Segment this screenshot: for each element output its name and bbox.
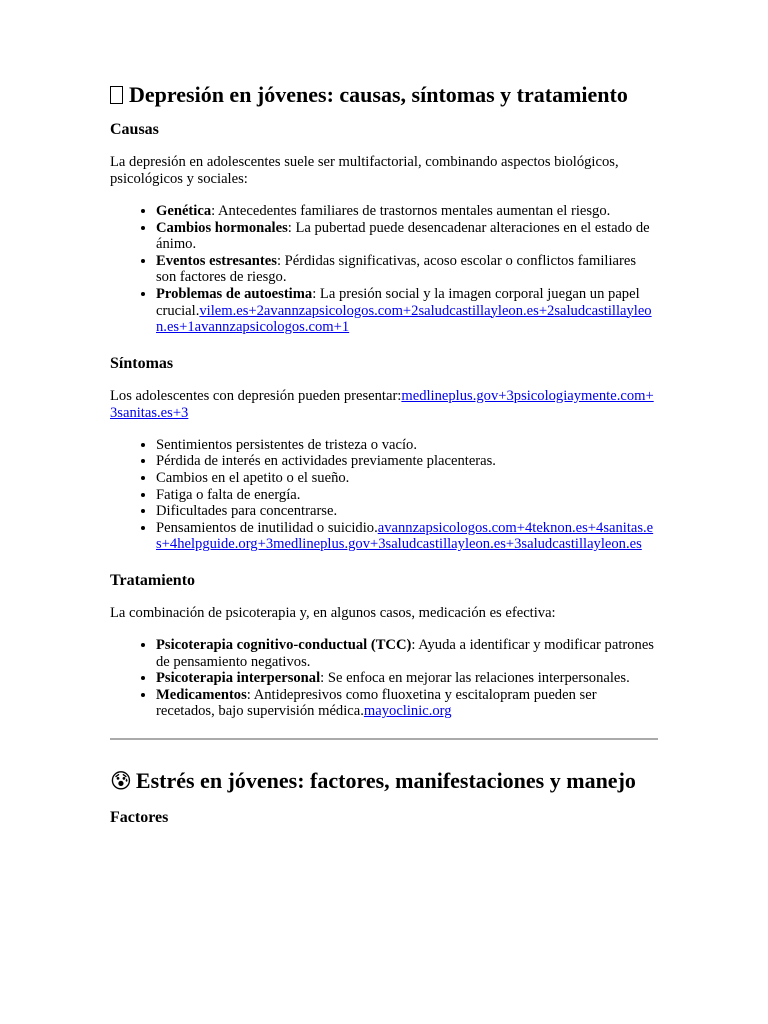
missing-glyph-icon (110, 86, 123, 104)
section-estres (110, 768, 658, 828)
list-item: • Genética: Antecedentes familiares de trastornos mentales aumentan el riesgo. (156, 203, 658, 220)
heading-causas: Causas (110, 121, 159, 138)
section-title-depresion: Depresión en jóvenes: causas, síntomas y tratamiento (110, 82, 658, 108)
tratamiento-intro: La combinación de psicoterapia y, en algunos casos, medicación es efectiva: (110, 604, 556, 621)
source-link[interactable]: vilem.es+2avannzapsicologos.com+2saludcastillayleon.es+2saludcastillayleon.es+1avannzapsicologos.com+1 (156, 302, 652, 336)
list-item: • Fatiga o falta de energía. (156, 487, 658, 504)
anxious-face-icon: 😰 (110, 768, 132, 793)
list-item: • Eventos estresantes: Pérdidas significativas, acoso escolar o conflictos familiares son factores de riesgo. (156, 253, 658, 286)
list-item: • Psicoterapia cognitivo-conductual (TCC): Ayuda a identificar y modificar patrones de pensamiento negativos. (156, 637, 658, 670)
list-item: • Cambios en el apetito o el sueño. (156, 470, 658, 487)
list-item: • Pérdida de interés en actividades previamente placenteras. (156, 453, 658, 470)
list-item: • Cambios hormonales: La pubertad puede desencadenar alteraciones en el estado de ánimo. (156, 220, 658, 253)
heading-factores: Factores (110, 808, 169, 826)
causas-intro: La depresión en adolescentes suele ser multifactorial, combinando aspectos biológicos, psicológicos y sociales: (110, 154, 619, 187)
source-link[interactable]: avannzapsicologos.com+4teknon.es+4sanitas.es+4helpguide.org+3medlineplus.gov+3saludcastillayleon.es+3saludcastillayleon.es (156, 519, 654, 553)
causas-list (110, 203, 658, 336)
source-link[interactable]: medlineplus.gov+3psicologiaymente.com+3sanitas.es+3 (110, 387, 654, 421)
list-item: • Pensamientos de inutilidad o suicidio.avannzapsicologos.com+4teknon.es+4sanitas.es+4helpguide.org+3medlineplus.gov+3saludcastillayleon.es+3saludcastillayleon.es (156, 520, 658, 553)
list-item: • Problemas de autoestima: La presión social y la imagen corporal juegan un papel crucial.vilem.es+2avannzapsicologos.com+2saludcastillayleon.es+2saludcastillayleon.es+1avannzapsicologos.com+1 (156, 286, 658, 336)
tratamiento-list (110, 637, 658, 720)
list-item: • Sentimientos persistentes de tristeza o vacío. (156, 437, 658, 454)
list-item: • Medicamentos: Antidepresivos como fluoxetina y escitalopram pueden ser recetados, bajo supervisión médica.mayoclinic.org (156, 687, 658, 720)
source-link[interactable]: mayoclinic.org (363, 703, 452, 720)
sintomas-list (110, 437, 658, 553)
sintomas-intro: Los adolescentes con depresión pueden presentar:medlineplus.gov+3psicologiaymente.com+3sanitas.es+3 (110, 387, 654, 421)
section-depresion (110, 82, 658, 720)
heading-sintomas: Síntomas (110, 354, 174, 372)
section-divider (110, 738, 658, 740)
list-item: • Dificultades para concentrarse. (156, 503, 658, 520)
list-item: • Psicoterapia interpersonal: Se enfoca en mejorar las relaciones interpersonales. (156, 670, 658, 687)
section-title-estres: 😰 Estrés en jóvenes: factores, manifestaciones y manejo (110, 767, 636, 793)
heading-tratamiento: Tratamiento (110, 571, 196, 589)
